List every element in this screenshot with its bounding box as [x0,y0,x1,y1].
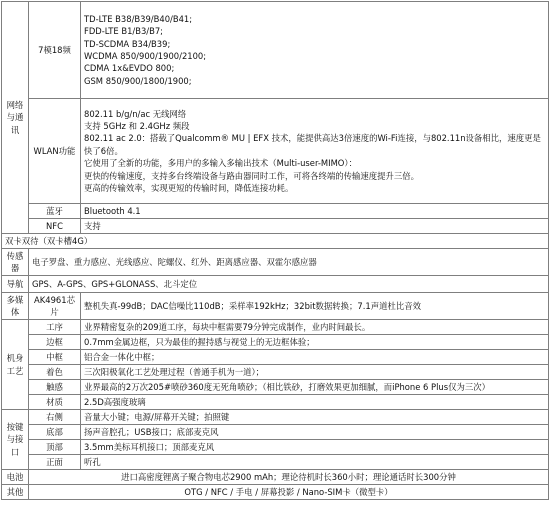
other-label: 其他 [2,485,29,500]
ports-row-value: 听孔 [81,455,549,470]
bands-line: GSM 850/900/1800/1900; [84,75,192,86]
sensors-label: 传感器 [2,249,29,276]
spec-table [1,1,549,500]
ports-row-label: 顶部 [29,440,81,455]
ports-row-value: 3.5mm美标耳机接口；顶部麦克风 [81,440,549,455]
nfc-label: NFC [29,219,81,234]
table-row [2,249,549,276]
craft-row-label: 边框 [29,335,81,350]
table-row [2,440,549,455]
craft-row-label: 中框 [29,350,81,365]
navigation-label: 导航 [2,276,29,293]
wlan-value [81,99,549,204]
table-row [2,410,549,425]
table-row [2,455,549,470]
craft-category-label: 机身工艺 [2,320,29,410]
craft-row-label: 工序 [29,320,81,335]
ports-row-label: 正面 [29,455,81,470]
craft-row-label: 触感 [29,380,81,395]
craft-row-value: 三次阳极氧化工艺处理过程（普通手机为一道）； [81,365,549,380]
ports-category-label: 按键与接口 [2,410,29,470]
craft-row-value: 0.7mm金属边框，只为最佳的握持感与视觉上的无边框体验； [81,335,549,350]
craft-row-label: 着色 [29,365,81,380]
ports-row-value: 扬声音腔孔；USB接口；底部麦克风 [81,425,549,440]
bluetooth-value: Bluetooth 4.1 [81,204,549,219]
table-row [2,293,549,320]
table-row [2,234,549,249]
table-row [2,395,549,410]
multimedia-value: 整机失真-99dB；DAC信噪比110dB；采样率192kHz；32bit数据转换；7.1声道杜比音效 [81,293,549,320]
multimedia-chip: AK4961芯片 [29,293,81,320]
table-row [2,276,549,293]
table-row [2,485,549,500]
ports-row-value: 音量大小键；电源/屏幕开关键；拍照键 [81,410,549,425]
craft-row-label: 材质 [29,395,81,410]
battery-value: 进口高密度锂离子聚合物电芯2900 mAh；理论待机时长360小时；理论通话时长300分钟 [29,470,549,485]
bands-line: TD-SCDMA B34/B39; [84,38,171,49]
craft-row-value: 2.5D高强度玻璃 [81,395,549,410]
navigation-value: GPS、A-GPS、GPS+GLONASS、北斗定位 [29,276,549,293]
table-row [2,365,549,380]
table-row [2,470,549,485]
wlan-line: 更快的传输速度，支持多台终端设备与路由器同时工作，可将各终端的传输速度提升三倍。 [84,170,419,181]
craft-row-value: 业界精密复杂的209道工序，每块中框需要79分钟完成制作，业内时间最长。 [81,320,549,335]
bands-line: WCDMA 850/900/1900/2100; [84,51,207,61]
table-row [2,219,549,234]
table-row [2,335,549,350]
table-row [2,2,549,99]
battery-label: 电池 [2,470,29,485]
nfc-value: 支持 [81,219,549,234]
table-row [2,204,549,219]
bands-line: CDMA 1x&EVDO 800; [84,63,175,74]
wlan-line: 更高的传输效率，实现更短的传输时间，降低连接功耗。 [84,183,294,194]
multimedia-label: 多媒体 [2,293,29,320]
bands-line: FDD-LTE B1/B3/B7; [84,26,164,37]
bluetooth-label: 蓝牙 [29,204,81,219]
bands-value [81,2,549,99]
other-value: OTG / NFC / 手电 / 屏幕投影 / Nano-SIM卡（微型卡） [29,485,549,500]
table-row [2,380,549,395]
bands-line: TD-LTE B38/B39/B40/B41; [84,13,193,24]
dual-sim-row: 双卡双待（双卡槽4G） [2,234,549,249]
table-row [2,350,549,365]
wlan-line: 支持 5GHz 和 2.4GHz 频段 [84,120,190,131]
network-category-label: 网络与通讯 [2,2,29,234]
wlan-line: 802.11 b/g/n/ac 无线网络 [84,108,187,119]
sensors-value: 电子罗盘、重力感应、光线感应、陀螺仪、红外、距离感应器、双霍尔感应器 [29,249,549,276]
bands-label: 7模18频 [29,2,81,99]
wlan-line: 它使用了全新的功能，多用户的多输入多输出技术（Multi-user-MIMO）： [84,158,357,169]
ports-row-label: 右侧 [29,410,81,425]
ports-row-label: 底部 [29,425,81,440]
craft-row-value: 业界最高的2万次205#喷砂360度无死角喷砂；（相比铁砂，打磨效果更加细腻，而iPhone 6 Plus仅为三次） [81,380,549,395]
table-row [2,99,549,204]
table-row [2,425,549,440]
wlan-label: WLAN功能 [29,99,81,204]
wlan-line: 802.11 ac 2.0：搭载了Qualcomm® MU | EFX 技术，能提供高达3倍速度的Wi-Fi连接，与802.11n设备相比，速度更是快了6倍。 [84,133,541,156]
table-row [2,320,549,335]
craft-row-value: 铝合金一体化中框； [81,350,549,365]
